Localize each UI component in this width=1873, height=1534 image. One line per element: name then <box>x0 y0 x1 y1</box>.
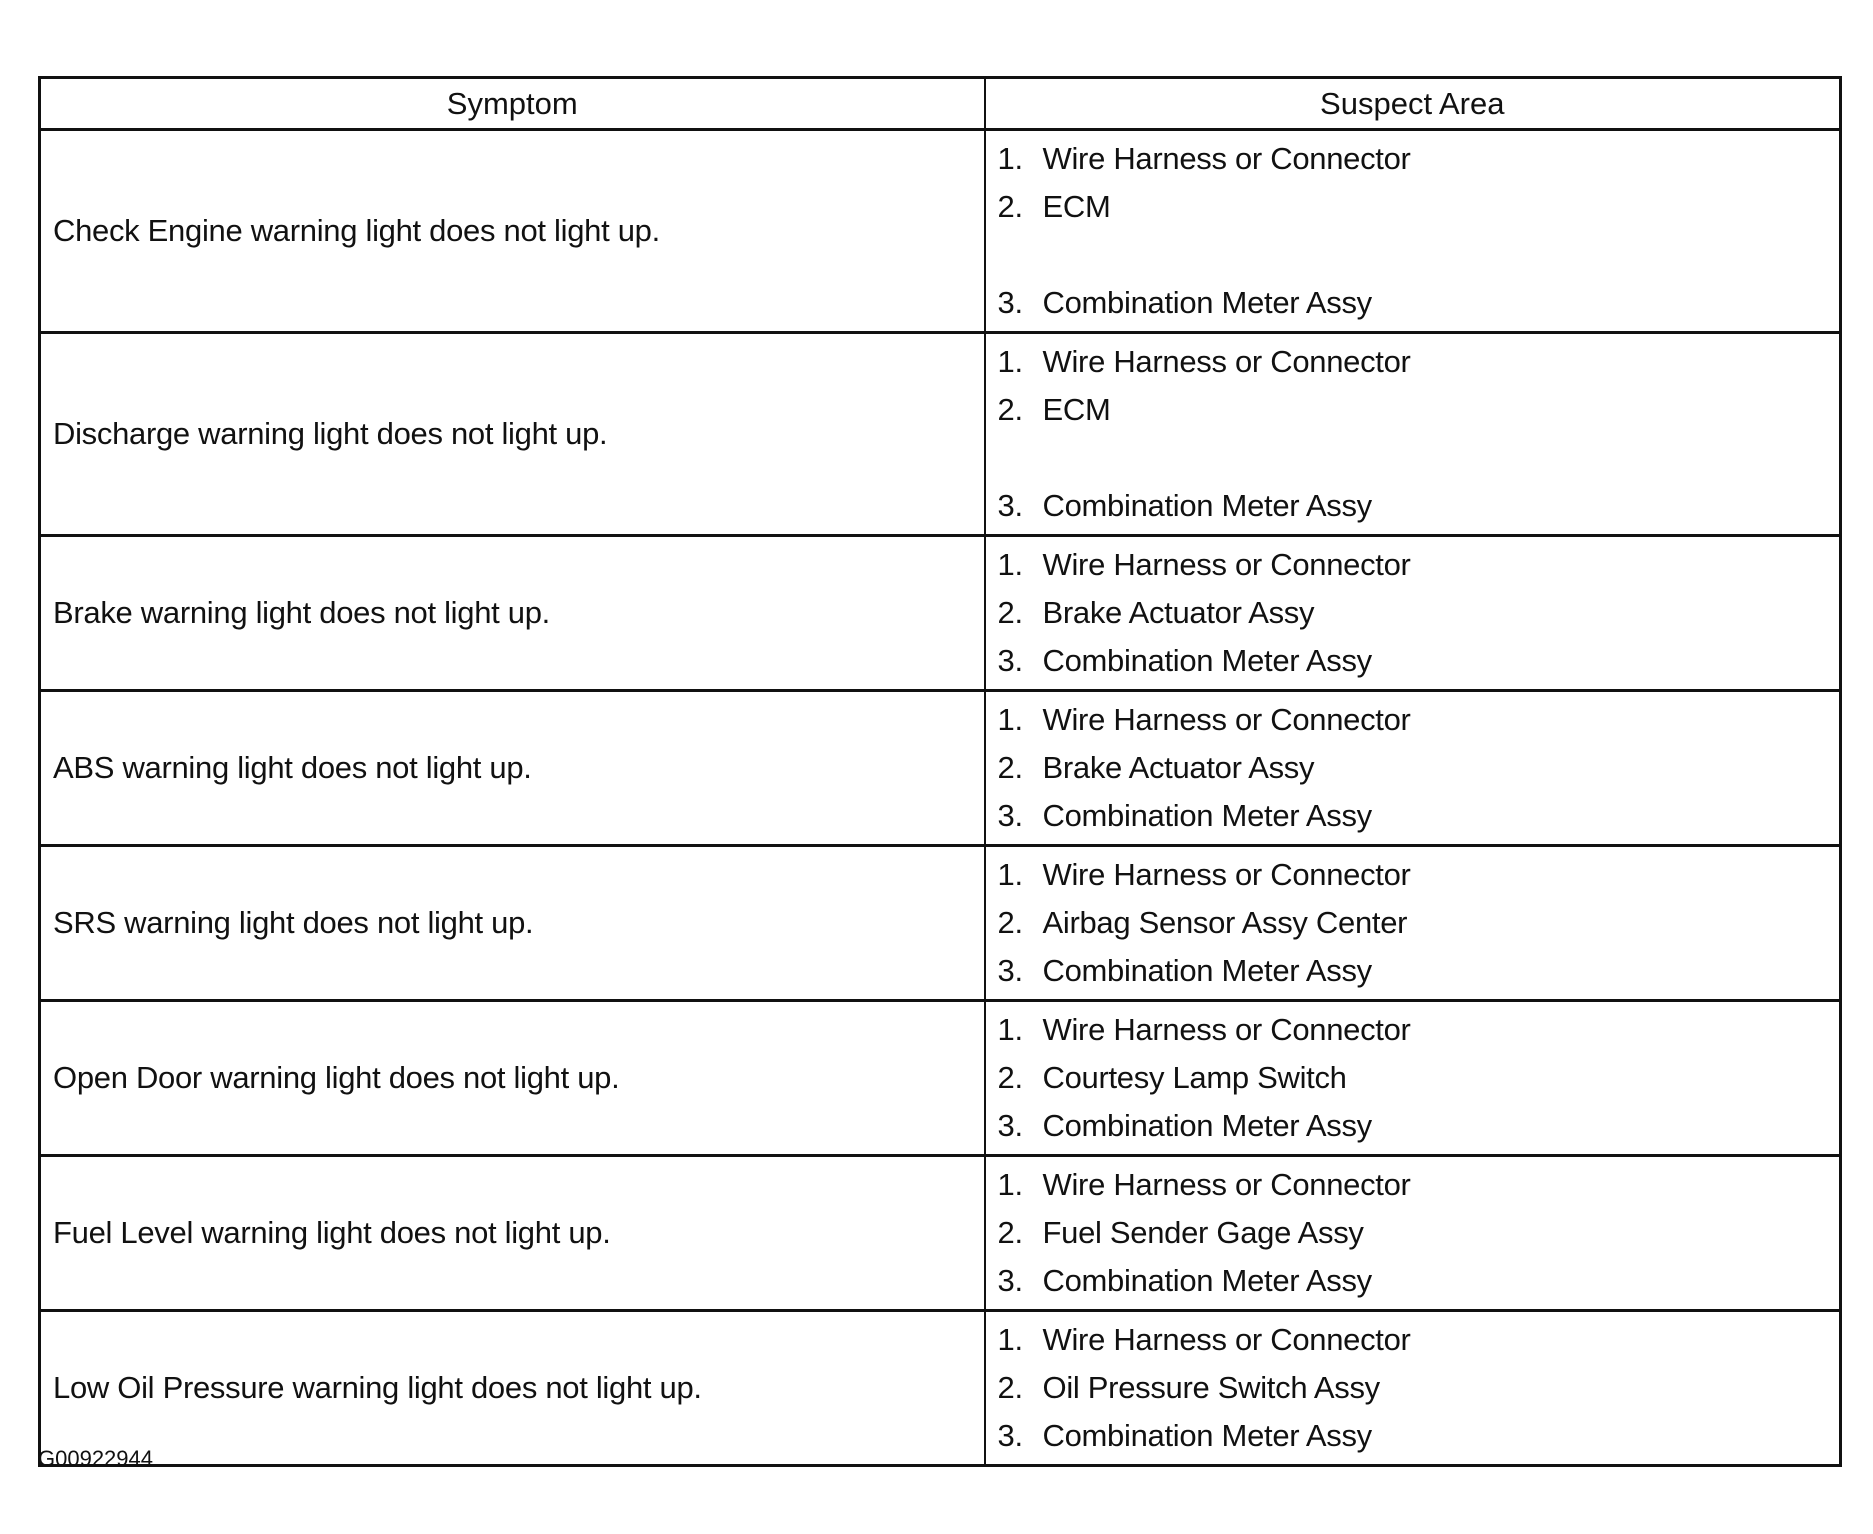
suspect-text: Wire Harness or Connector <box>1042 344 1411 379</box>
figure-id: G00922944 <box>38 1446 153 1471</box>
suspect-text: Wire Harness or Connector <box>1042 857 1411 892</box>
suspect-number: 3. <box>997 1418 1023 1453</box>
suspect-item <box>998 1257 1840 1305</box>
suspect-item <box>998 792 1840 840</box>
suspect-number: 3. <box>997 1108 1023 1143</box>
suspect-text: Wire Harness or Connector <box>1042 1012 1411 1047</box>
suspect-item <box>998 851 1840 899</box>
symptom-cell: Brake warning light does not light up. <box>40 536 985 691</box>
suspect-number: 1. <box>997 702 1023 737</box>
table-row <box>40 536 1841 691</box>
suspect-text: Wire Harness or Connector <box>1042 702 1411 737</box>
suspect-text: Combination Meter Assy <box>1042 488 1372 523</box>
suspect-item <box>998 135 1840 183</box>
suspect-item <box>998 744 1840 792</box>
symptom-table <box>38 76 1842 1467</box>
suspect-list <box>985 691 1841 846</box>
suspect-number: 3. <box>997 643 1023 678</box>
suspect-number: 2. <box>997 1370 1023 1405</box>
suspect-item <box>998 541 1840 589</box>
suspect-number: 1. <box>997 857 1023 892</box>
suspect-number: 2. <box>997 905 1023 940</box>
suspect-item <box>998 183 1840 231</box>
symptom-cell: SRS warning light does not light up. <box>40 846 985 1001</box>
suspect-text: Airbag Sensor Assy Center <box>1042 905 1408 940</box>
suspect-number: 3. <box>997 798 1023 833</box>
suspect-text: Brake Actuator Assy <box>1042 750 1315 785</box>
table-row <box>40 846 1841 1001</box>
symptom-cell: Fuel Level warning light does not light up. <box>40 1156 985 1311</box>
suspect-number: 1. <box>997 344 1023 379</box>
suspect-item <box>998 279 1840 327</box>
suspect-text: Combination Meter Assy <box>1042 1263 1372 1298</box>
suspect-item <box>998 589 1840 637</box>
suspect-number: 2. <box>997 1215 1023 1250</box>
suspect-item <box>998 1364 1840 1412</box>
suspect-text: Combination Meter Assy <box>1042 1418 1372 1453</box>
suspect-number: 1. <box>997 1167 1023 1202</box>
suspect-item <box>998 947 1840 995</box>
symptom-cell: ABS warning light does not light up. <box>40 691 985 846</box>
symptom-cell: Check Engine warning light does not light up. <box>40 130 985 333</box>
suspect-text: Wire Harness or Connector <box>1042 1167 1411 1202</box>
symptom-cell: Low Oil Pressure warning light does not light up. <box>40 1311 985 1466</box>
suspect-text: Combination Meter Assy <box>1042 798 1372 833</box>
suspect-item <box>998 1006 1840 1054</box>
suspect-item <box>998 1316 1840 1364</box>
suspect-list <box>985 1311 1841 1466</box>
suspect-list <box>985 1001 1841 1156</box>
suspect-list <box>985 536 1841 691</box>
suspect-number: 2. <box>997 1060 1023 1095</box>
suspect-item <box>998 899 1840 947</box>
suspect-list <box>985 1156 1841 1311</box>
suspect-text: Wire Harness or Connector <box>1042 1322 1411 1357</box>
symptom-cell: Open Door warning light does not light up. <box>40 1001 985 1156</box>
suspect-item <box>998 338 1840 386</box>
table-row <box>40 333 1841 536</box>
suspect-number: 2. <box>997 189 1023 224</box>
suspect-text: Combination Meter Assy <box>1042 285 1372 320</box>
table-row <box>40 1311 1841 1466</box>
suspect-text: Brake Actuator Assy <box>1042 595 1315 630</box>
suspect-number: 1. <box>997 1012 1023 1047</box>
suspect-item <box>998 1102 1840 1150</box>
suspect-text: Oil Pressure Switch Assy <box>1042 1370 1380 1405</box>
suspect-text: ECM <box>1042 392 1111 427</box>
header-suspect-area: Suspect Area <box>985 78 1841 130</box>
suspect-number: 2. <box>997 595 1023 630</box>
suspect-number: 1. <box>997 1322 1023 1357</box>
suspect-text: Combination Meter Assy <box>1042 1108 1372 1143</box>
suspect-item <box>998 1412 1840 1460</box>
suspect-item <box>998 1209 1840 1257</box>
suspect-number: 1. <box>997 547 1023 582</box>
symptom-cell: Discharge warning light does not light up. <box>40 333 985 536</box>
suspect-item <box>998 482 1840 530</box>
table-header-row <box>40 78 1841 130</box>
suspect-number: 3. <box>997 285 1023 320</box>
table-row <box>40 130 1841 333</box>
suspect-number: 3. <box>997 953 1023 988</box>
header-symptom: Symptom <box>40 78 985 130</box>
suspect-text: Wire Harness or Connector <box>1042 547 1411 582</box>
suspect-list <box>985 846 1841 1001</box>
table-row <box>40 1156 1841 1311</box>
suspect-number: 3. <box>997 488 1023 523</box>
suspect-text: Wire Harness or Connector <box>1042 141 1411 176</box>
suspect-text: Fuel Sender Gage Assy <box>1042 1215 1364 1250</box>
suspect-number: 1. <box>997 141 1023 176</box>
spacer <box>998 434 1840 482</box>
suspect-item <box>998 696 1840 744</box>
suspect-text: Combination Meter Assy <box>1042 953 1372 988</box>
suspect-item <box>998 386 1840 434</box>
suspect-item <box>998 1054 1840 1102</box>
table-row <box>40 691 1841 846</box>
suspect-item <box>998 637 1840 685</box>
suspect-text: ECM <box>1042 189 1111 224</box>
table-row <box>40 1001 1841 1156</box>
suspect-list <box>985 333 1841 536</box>
suspect-list <box>985 130 1841 333</box>
suspect-number: 2. <box>997 750 1023 785</box>
suspect-item <box>998 1161 1840 1209</box>
suspect-number: 3. <box>997 1263 1023 1298</box>
spacer <box>998 231 1840 279</box>
suspect-number: 2. <box>997 392 1023 427</box>
suspect-text: Combination Meter Assy <box>1042 643 1372 678</box>
suspect-text: Courtesy Lamp Switch <box>1042 1060 1347 1095</box>
